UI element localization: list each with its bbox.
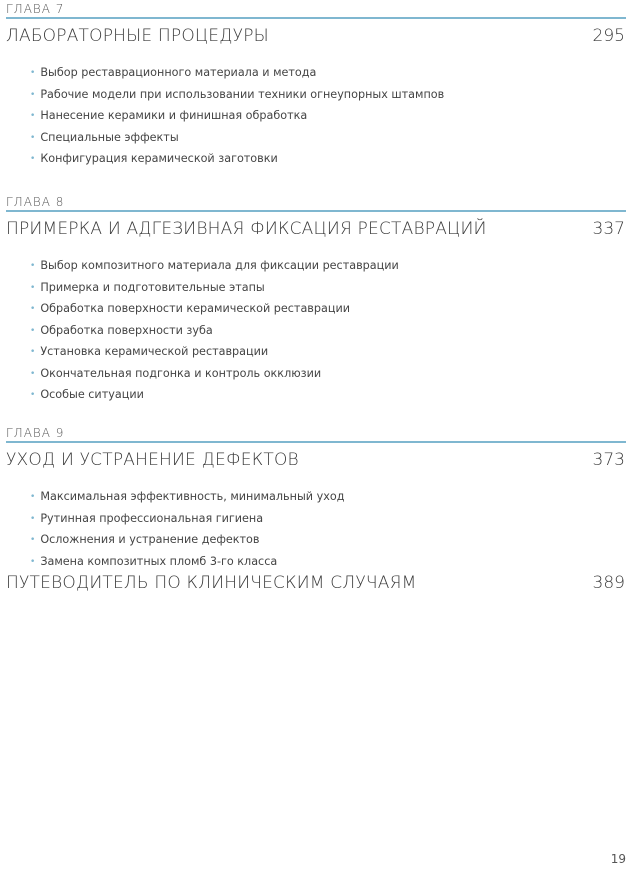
bullet-icon: •: [30, 282, 36, 293]
chapter-title-row: [6, 219, 626, 239]
list-item[interactable]: • Обработка поверхности зуба: [30, 323, 213, 337]
bullet-icon: •: [30, 89, 36, 100]
chapter-page-number[interactable]: 373: [592, 450, 625, 470]
chapter-7: [6, 2, 626, 171]
chapter-title-row: [6, 450, 626, 470]
bullet-icon: •: [30, 325, 36, 336]
bullet-icon: •: [30, 535, 36, 545]
chapter-9: [6, 426, 626, 573]
list-item[interactable]: • Замена композитных пломб 3-го класса: [30, 554, 278, 568]
section-list: [6, 487, 626, 573]
guide-title-row: [6, 573, 626, 593]
guide-page-number[interactable]: 389: [592, 573, 625, 593]
bullet-icon: •: [30, 111, 36, 121]
chapter-title[interactable]: УХОД И УСТРАНЕНИЕ ДЕФЕКТОВ: [6, 450, 299, 470]
list-item[interactable]: • Выбор композитного материала для фиксации реставрации: [30, 259, 399, 272]
bullet-icon: •: [30, 556, 36, 567]
bullet-icon: •: [30, 390, 36, 400]
list-item[interactable]: • Обработка поверхности керамической реставрации: [30, 302, 351, 315]
list-item[interactable]: • Окончательная подгонка и контроль окклюзии: [30, 366, 322, 380]
list-item[interactable]: • Максимальная эффективность, минимальный уход: [30, 490, 345, 503]
list-item[interactable]: • Выбор реставрационного материала и метода: [30, 66, 317, 79]
guide-title[interactable]: ПУТЕВОДИТЕЛЬ ПО КЛИНИЧЕСКИМ СЛУЧАЯМ: [6, 573, 417, 593]
bullet-icon: •: [30, 154, 36, 164]
bullet-icon: •: [30, 261, 36, 271]
page-number: 19: [610, 852, 626, 866]
list-item[interactable]: • Конфигурация керамической заготовки: [30, 152, 278, 165]
list-item[interactable]: • Рабочие модели при использовании техники огнеупорных штампов: [30, 87, 445, 101]
chapter-page-number[interactable]: 295: [592, 26, 625, 46]
chapter-page-number[interactable]: 337: [592, 219, 625, 239]
bullet-icon: •: [30, 347, 36, 357]
chapter-label: ГЛАВА 9: [6, 426, 65, 440]
divider: [6, 441, 626, 443]
chapter-8: [6, 195, 626, 407]
list-item[interactable]: • Осложнения и устранение дефектов: [30, 533, 260, 546]
list-item[interactable]: • Нанесение керамики и финишная обработка: [30, 109, 308, 122]
chapter-title-row: [6, 26, 626, 46]
bullet-icon: •: [30, 304, 36, 314]
chapter-label: ГЛАВА 8: [6, 195, 65, 209]
section-list: [6, 63, 626, 171]
bullet-icon: •: [30, 368, 36, 379]
list-item[interactable]: • Рутинная профессиональная гигиена: [30, 511, 264, 525]
chapter-title[interactable]: ЛАБОРАТОРНЫЕ ПРОЦЕДУРЫ: [6, 26, 269, 46]
list-item[interactable]: • Примерка и подготовительные этапы: [30, 280, 265, 294]
bullet-icon: •: [30, 513, 36, 524]
list-item[interactable]: • Особые ситуации: [30, 388, 144, 401]
chapter-label: ГЛАВА 7: [6, 2, 65, 16]
list-item[interactable]: • Специальные эффекты: [30, 130, 179, 144]
chapter-title[interactable]: ПРИМЕРКА И АДГЕЗИВНАЯ ФИКСАЦИЯ РЕСТАВРАЦИЙ: [6, 219, 487, 239]
list-item[interactable]: • Установка керамической реставрации: [30, 345, 269, 358]
divider: [6, 210, 626, 212]
section-list: [6, 256, 626, 407]
clinical-guide: [6, 573, 626, 593]
bullet-icon: •: [30, 132, 36, 143]
bullet-icon: •: [30, 492, 36, 502]
divider: [6, 17, 626, 19]
bullet-icon: •: [30, 68, 36, 78]
